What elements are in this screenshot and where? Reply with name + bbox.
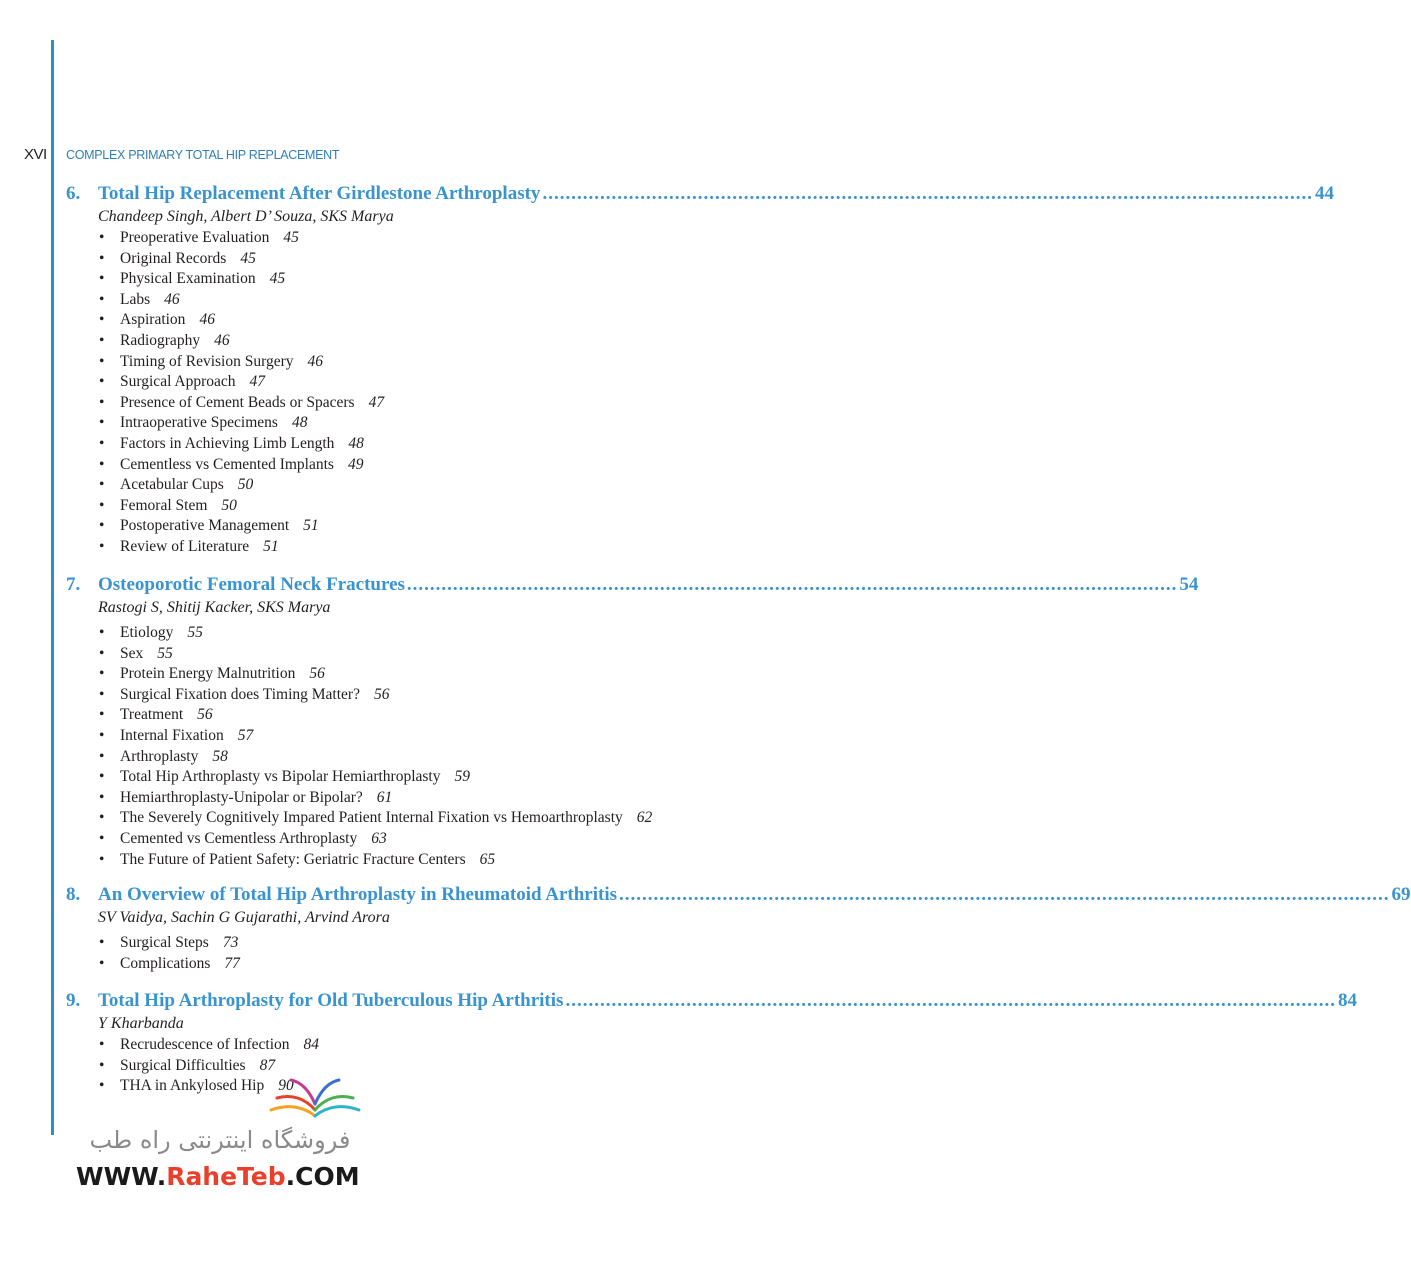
chapter-title[interactable]: An Overview of Total Hip Arthroplasty in Rheumatoid Arthritis <box>98 884 618 905</box>
topic-item[interactable] <box>98 310 810 331</box>
topic-item[interactable] <box>98 850 810 871</box>
topic-label: Intraoperative Specimens <box>120 414 278 432</box>
chapter-page: 44 <box>1314 183 1334 204</box>
topic-label: Preoperative Evaluation <box>120 229 270 246</box>
bullet-icon: • <box>99 393 105 411</box>
topic-item[interactable] <box>98 372 810 393</box>
topic-page: 49 <box>347 455 364 473</box>
chapter-7 <box>66 573 1199 870</box>
topic-page: 55 <box>157 644 173 662</box>
topic-page: 77 <box>224 954 240 972</box>
topic-label: Cementless vs Cemented Implants <box>120 455 334 473</box>
bullet-icon: • <box>99 809 105 827</box>
topic-page: 48 <box>291 414 308 432</box>
topic-label: Internal Fixation <box>120 726 224 744</box>
topic-label: Treatment <box>120 706 184 724</box>
topic-page: 87 <box>259 1056 276 1074</box>
topic-label: Total Hip Arthroplasty vs Bipolar Hemiarthroplasty <box>120 768 441 786</box>
bullet-icon: • <box>99 1056 105 1074</box>
topic-item[interactable] <box>98 1035 810 1056</box>
topic-item[interactable] <box>98 705 810 726</box>
topic-item[interactable] <box>98 644 810 665</box>
topic-label: Surgical Difficulties <box>120 1056 246 1074</box>
topic-item[interactable] <box>98 228 810 249</box>
chapter-heading[interactable] <box>66 883 1411 907</box>
chapter-6 <box>66 182 1334 558</box>
dot-leader: ...................................................................................................................................... <box>406 574 1178 595</box>
topic-page: 45 <box>283 229 299 246</box>
topic-list <box>98 623 810 870</box>
topic-label: Labs <box>120 290 151 308</box>
topic-list <box>98 933 810 974</box>
bullet-icon: • <box>99 496 105 514</box>
bullet-icon: • <box>99 290 105 308</box>
bullet-icon: • <box>99 1036 105 1053</box>
topic-page: 62 <box>636 809 653 827</box>
topic-page: 45 <box>269 270 286 288</box>
url-prefix: WWW. <box>76 1162 167 1191</box>
topic-page: 46 <box>199 311 215 329</box>
chapter-number: 7. <box>66 574 81 595</box>
topic-item[interactable] <box>98 413 810 434</box>
topic-page: 84 <box>303 1036 320 1053</box>
topic-page: 47 <box>368 393 385 411</box>
chapter-heading[interactable] <box>66 182 1334 206</box>
topic-page: 73 <box>222 934 239 951</box>
topic-page: 63 <box>371 829 387 847</box>
topic-label: Presence of Cement Beads or Spacers <box>120 393 355 411</box>
margin-rule <box>51 40 54 1135</box>
chapter-number: 6. <box>66 183 81 204</box>
topic-page: 56 <box>373 685 390 703</box>
bullet-icon: • <box>99 624 105 641</box>
topic-label: Surgical Steps <box>120 934 209 951</box>
bullet-icon: • <box>99 311 105 329</box>
topic-page: 51 <box>263 537 279 555</box>
book-title: COMPLEX PRIMARY TOTAL HIP REPLACEMENT <box>66 148 340 162</box>
chapter-page: 69 <box>1391 884 1411 905</box>
chapter-number: 8. <box>66 884 81 905</box>
topic-item[interactable] <box>98 954 810 975</box>
topic-page: 47 <box>249 373 266 391</box>
topic-item[interactable] <box>98 352 810 373</box>
topic-label: Timing of Revision Surgery <box>120 352 294 370</box>
topic-page: 50 <box>237 476 254 494</box>
chapter-page: 54 <box>1179 574 1199 595</box>
topic-page: 46 <box>307 352 324 370</box>
topic-page: 56 <box>309 665 325 683</box>
chapter-title[interactable]: Osteoporotic Femoral Neck Fractures <box>98 574 405 595</box>
topic-label: Postoperative Management <box>120 517 290 535</box>
chapter-number: 9. <box>66 990 81 1011</box>
watermark-url <box>76 1162 360 1191</box>
topic-page: 61 <box>376 788 393 806</box>
topic-label: Surgical Fixation does Timing Matter? <box>120 685 360 703</box>
bullet-icon: • <box>99 537 105 555</box>
topic-item[interactable] <box>98 685 810 706</box>
bullet-icon: • <box>99 373 105 391</box>
topic-item[interactable] <box>98 767 810 788</box>
bullet-icon: • <box>99 726 105 744</box>
bullet-icon: • <box>99 788 105 806</box>
topic-item[interactable] <box>98 808 810 829</box>
topic-item[interactable] <box>98 726 810 747</box>
topic-label: Original Records <box>120 249 227 267</box>
topic-label: Sex <box>120 644 144 662</box>
bullet-icon: • <box>99 229 105 246</box>
topic-page: 65 <box>479 850 496 868</box>
topic-page: 46 <box>164 290 180 308</box>
topic-item[interactable] <box>98 747 810 768</box>
bullet-icon: • <box>99 331 105 349</box>
dot-leader: ...................................................................................................................................... <box>565 990 1336 1011</box>
chapter-title[interactable]: Total Hip Replacement After Girdlestone Arthroplasty <box>98 183 541 204</box>
topic-label: THA in Ankylosed Hip <box>120 1077 265 1095</box>
topic-label: Hemiarthroplasty-Unipolar or Bipolar? <box>120 788 363 806</box>
topic-label: The Severely Cognitively Impared Patient Internal Fixation vs Hemoarthroplasty <box>120 809 623 827</box>
topic-label: Review of Literature <box>120 537 250 555</box>
topic-item[interactable] <box>98 290 810 311</box>
bullet-icon: • <box>99 665 105 683</box>
topic-label: Complications <box>120 954 211 972</box>
topic-label: Arthroplasty <box>120 747 199 765</box>
topic-page: 55 <box>187 624 203 641</box>
bullet-icon: • <box>99 517 105 535</box>
bullet-icon: • <box>99 1077 105 1095</box>
topic-item[interactable] <box>98 788 810 809</box>
topic-label: Physical Examination <box>120 270 256 288</box>
chapter-heading[interactable] <box>66 989 1357 1013</box>
topic-item[interactable] <box>98 537 810 558</box>
bullet-icon: • <box>99 249 105 267</box>
topic-item[interactable] <box>98 434 810 455</box>
bullet-icon: • <box>99 747 105 765</box>
bullet-icon: • <box>99 706 105 724</box>
url-suffix: .COM <box>285 1162 360 1191</box>
dot-leader: ...................................................................................................................................... <box>619 884 1390 905</box>
topic-item[interactable] <box>98 269 810 290</box>
topic-item[interactable] <box>98 516 810 537</box>
watermark <box>70 1070 370 1200</box>
topic-page: 57 <box>237 726 254 744</box>
topic-item[interactable] <box>98 331 810 352</box>
chapter-heading[interactable] <box>66 573 1199 597</box>
url-brand: RaheTeb <box>166 1162 286 1191</box>
chapter-authors: Chandeep Singh, Albert D’ Souza, SKS Marya <box>98 208 394 225</box>
bullet-icon: • <box>99 768 105 786</box>
bullet-icon: • <box>99 270 105 288</box>
chapter-8 <box>66 883 1411 974</box>
chapter-title[interactable]: Total Hip Arthroplasty for Old Tuberculous Hip Arthritis <box>98 990 564 1011</box>
bullet-icon: • <box>99 644 105 662</box>
bullet-icon: • <box>99 829 105 847</box>
chapter-authors: Y Kharbanda <box>98 1015 184 1032</box>
topic-item[interactable] <box>98 475 810 496</box>
topic-page: 45 <box>240 249 256 267</box>
topic-page: 59 <box>454 768 470 786</box>
topic-label: Recrudescence of Infection <box>120 1036 290 1053</box>
bullet-icon: • <box>99 434 105 452</box>
topic-label: Surgical Approach <box>120 373 236 391</box>
chapter-authors: Rastogi S, Shitij Kacker, SKS Marya <box>98 599 331 616</box>
chapter-authors: SV Vaidya, Sachin G Gujarathi, Arvind Arora <box>98 909 390 926</box>
topic-page: 90 <box>278 1077 294 1095</box>
bullet-icon: • <box>99 414 105 432</box>
topic-page: 51 <box>303 517 319 535</box>
bullet-icon: • <box>99 954 105 972</box>
topic-label: Factors in Achieving Limb Length <box>120 434 335 452</box>
topic-label: The Future of Patient Safety: Geriatric Fracture Centers <box>120 850 466 868</box>
topic-page: 46 <box>214 331 230 349</box>
open-book-logo-icon <box>265 1070 365 1122</box>
topic-label: Etiology <box>120 624 174 641</box>
bullet-icon: • <box>99 934 105 951</box>
topic-page: 58 <box>212 747 228 765</box>
dot-leader: ...................................................................................................................................... <box>542 183 1313 204</box>
topic-label: Radiography <box>120 331 201 349</box>
topic-label: Femoral Stem <box>120 496 208 514</box>
bullet-icon: • <box>99 352 105 370</box>
topic-item[interactable] <box>98 496 810 517</box>
topic-item[interactable] <box>98 393 810 414</box>
topic-page: 48 <box>348 434 364 452</box>
topic-page: 50 <box>221 496 237 514</box>
chapter-page: 84 <box>1337 990 1357 1011</box>
bullet-icon: • <box>99 850 105 868</box>
topic-item[interactable] <box>98 933 810 954</box>
topic-label: Acetabular Cups <box>120 476 224 494</box>
topic-list <box>98 228 810 558</box>
bullet-icon: • <box>99 476 105 494</box>
topic-label: Aspiration <box>120 311 186 329</box>
topic-page: 56 <box>197 706 213 724</box>
bullet-icon: • <box>99 685 105 703</box>
topic-item[interactable] <box>98 623 810 644</box>
bullet-icon: • <box>99 455 105 473</box>
watermark-persian-text: فروشگاه اینترنتی راه طب <box>89 1126 351 1154</box>
page-number: XVI <box>24 146 47 163</box>
topic-item[interactable] <box>98 455 810 476</box>
topic-label: Cemented vs Cementless Arthroplasty <box>120 829 358 847</box>
topic-item[interactable] <box>98 249 810 270</box>
topic-item[interactable] <box>98 829 810 850</box>
topic-label: Protein Energy Malnutrition <box>120 665 296 683</box>
topic-item[interactable] <box>98 664 810 685</box>
